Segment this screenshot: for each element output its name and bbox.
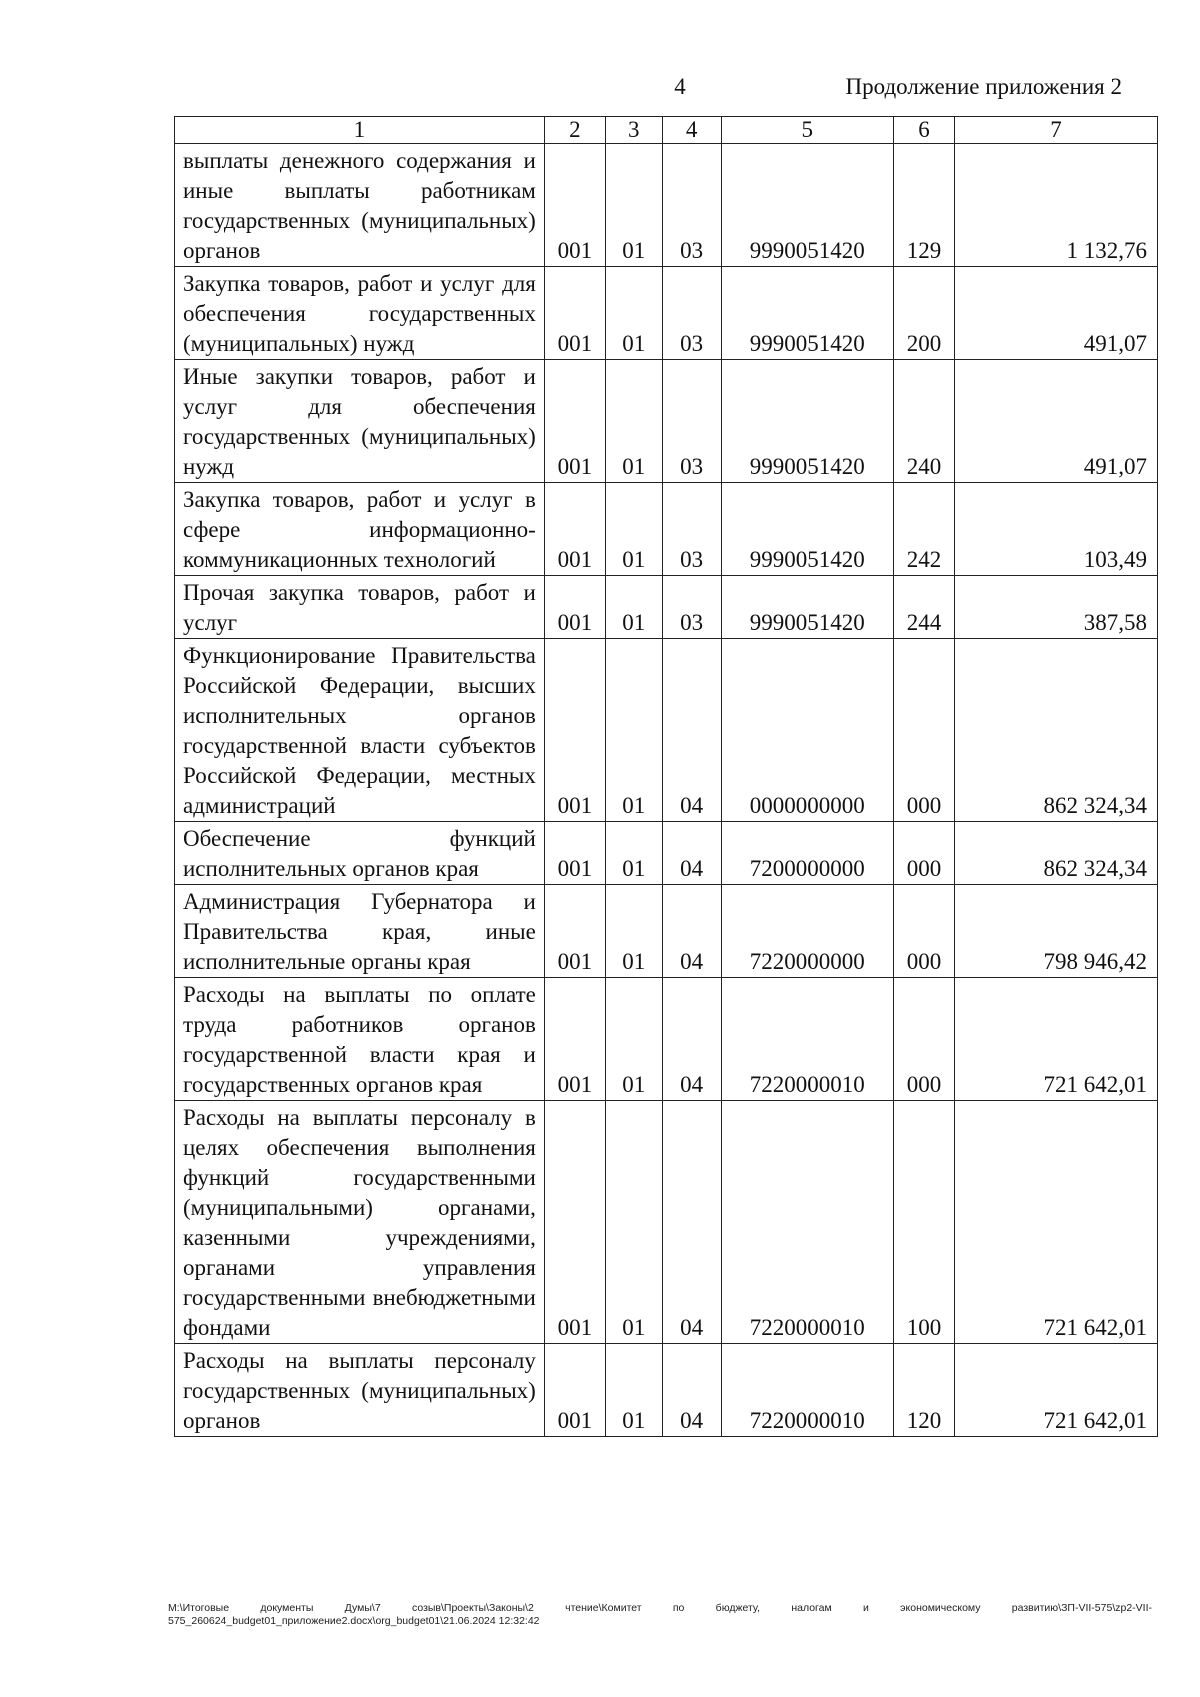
row-col-3: 01 — [605, 144, 662, 267]
row-col-5: 9990051420 — [721, 576, 893, 639]
row-amount: 721 642,01 — [955, 978, 1158, 1101]
row-col-5: 7220000010 — [721, 1344, 893, 1437]
row-description: Расходы на выплаты по оплате труда работников органов государственной власти края и государственных органов края — [175, 978, 545, 1101]
row-amount: 387,58 — [955, 576, 1158, 639]
row-col-5: 7220000010 — [721, 978, 893, 1101]
table-row — [175, 639, 1158, 822]
row-col-4: 03 — [662, 360, 721, 483]
row-col-6: 242 — [893, 483, 954, 576]
appendix-caption: Продолжение приложения 2 — [845, 74, 1122, 99]
table-row — [175, 978, 1158, 1101]
row-col-2: 001 — [544, 885, 605, 978]
row-col-3: 01 — [605, 822, 662, 885]
table-body — [175, 144, 1158, 1437]
row-amount: 862 324,34 — [955, 822, 1158, 885]
row-description: Иные закупки товаров, работ и услуг для обеспечения государственных (муниципальных) нужд — [175, 360, 545, 483]
column-header: 1 — [175, 117, 545, 144]
row-col-6: 100 — [893, 1101, 954, 1344]
row-col-3: 01 — [605, 1344, 662, 1437]
row-col-3: 01 — [605, 978, 662, 1101]
row-description: Функционирование Правительства Российской Федерации, высших исполнительных органов государственной власти субъектов Российской Федерации, местных администраций — [175, 639, 545, 822]
row-col-2: 001 — [544, 576, 605, 639]
column-header: 3 — [605, 117, 662, 144]
table-row — [175, 144, 1158, 267]
document-file-path: М:\Итоговые документы Думы\7 созыв\Проекты\Законы\2 чтение\Комитет по бюджету, налогам и экономическому развитию\ЗП-VII-575\zp2-VII-575_260624_budget01_приложение2.docx\org_budget01\21.06.2024 12:32:42 — [168, 1602, 1152, 1627]
row-description: Расходы на выплаты персоналу в целях обеспечения выполнения функций государственными (муниципальными) органами, казенными учреждениями, органами управления государственными внебюджетными фондами — [175, 1101, 545, 1344]
table-row — [175, 267, 1158, 360]
table-header-row — [175, 117, 1158, 144]
table-row — [175, 576, 1158, 639]
row-col-3: 01 — [605, 360, 662, 483]
row-col-6: 120 — [893, 1344, 954, 1437]
row-amount: 491,07 — [955, 267, 1158, 360]
row-col-3: 01 — [605, 885, 662, 978]
table-row — [175, 360, 1158, 483]
row-description: Закупка товаров, работ и услуг в сфере информационно-коммуникационных технологий — [175, 483, 545, 576]
row-amount: 721 642,01 — [955, 1344, 1158, 1437]
row-col-3: 01 — [605, 576, 662, 639]
row-col-3: 01 — [605, 267, 662, 360]
row-col-3: 01 — [605, 1101, 662, 1344]
row-col-4: 03 — [662, 483, 721, 576]
row-col-4: 04 — [662, 822, 721, 885]
row-col-4: 03 — [662, 267, 721, 360]
row-col-5: 9990051420 — [721, 144, 893, 267]
row-col-5: 9990051420 — [721, 360, 893, 483]
row-col-2: 001 — [544, 1101, 605, 1344]
row-col-4: 03 — [662, 144, 721, 267]
row-col-4: 04 — [662, 1101, 721, 1344]
column-header: 6 — [893, 117, 954, 144]
row-col-6: 000 — [893, 885, 954, 978]
row-description: выплаты денежного содержания и иные выплаты работникам государственных (муниципальных) органов — [175, 144, 545, 267]
row-col-3: 01 — [605, 639, 662, 822]
table-row — [175, 822, 1158, 885]
row-col-4: 04 — [662, 639, 721, 822]
row-amount: 798 946,42 — [955, 885, 1158, 978]
row-col-2: 001 — [544, 144, 605, 267]
table-row — [175, 1344, 1158, 1437]
row-col-4: 04 — [662, 978, 721, 1101]
row-amount: 491,07 — [955, 360, 1158, 483]
column-header: 5 — [721, 117, 893, 144]
row-col-5: 0000000000 — [721, 639, 893, 822]
row-col-3: 01 — [605, 483, 662, 576]
row-col-4: 04 — [662, 1344, 721, 1437]
page-number: 4 — [674, 74, 686, 99]
row-col-2: 001 — [544, 483, 605, 576]
row-col-2: 001 — [544, 639, 605, 822]
row-col-6: 244 — [893, 576, 954, 639]
row-col-2: 001 — [544, 978, 605, 1101]
column-header: 4 — [662, 117, 721, 144]
row-col-5: 9990051420 — [721, 483, 893, 576]
row-col-2: 001 — [544, 267, 605, 360]
column-header: 2 — [544, 117, 605, 144]
row-col-6: 000 — [893, 978, 954, 1101]
row-description: Администрация Губернатора и Правительства края, иные исполнительные органы края — [175, 885, 545, 978]
row-col-4: 03 — [662, 576, 721, 639]
budget-table — [174, 116, 1158, 1437]
row-description: Прочая закупка товаров, работ и услуг — [175, 576, 545, 639]
row-amount: 103,49 — [955, 483, 1158, 576]
row-amount: 1 132,76 — [955, 144, 1158, 267]
row-col-6: 129 — [893, 144, 954, 267]
row-col-6: 000 — [893, 639, 954, 822]
table-row — [175, 1101, 1158, 1344]
table-row — [175, 885, 1158, 978]
row-description: Закупка товаров, работ и услуг для обеспечения государственных (муниципальных) нужд — [175, 267, 545, 360]
row-col-2: 001 — [544, 822, 605, 885]
column-header: 7 — [955, 117, 1158, 144]
row-col-2: 001 — [544, 360, 605, 483]
row-col-6: 240 — [893, 360, 954, 483]
row-amount: 721 642,01 — [955, 1101, 1158, 1344]
row-description: Обеспечение функций исполнительных органов края — [175, 822, 545, 885]
row-description: Расходы на выплаты персоналу государственных (муниципальных) органов — [175, 1344, 545, 1437]
row-col-4: 04 — [662, 885, 721, 978]
row-col-6: 000 — [893, 822, 954, 885]
row-amount: 862 324,34 — [955, 639, 1158, 822]
row-col-6: 200 — [893, 267, 954, 360]
row-col-2: 001 — [544, 1344, 605, 1437]
table-row — [175, 483, 1158, 576]
row-col-5: 7220000000 — [721, 885, 893, 978]
row-col-5: 9990051420 — [721, 267, 893, 360]
row-col-5: 7220000010 — [721, 1101, 893, 1344]
row-col-5: 7200000000 — [721, 822, 893, 885]
